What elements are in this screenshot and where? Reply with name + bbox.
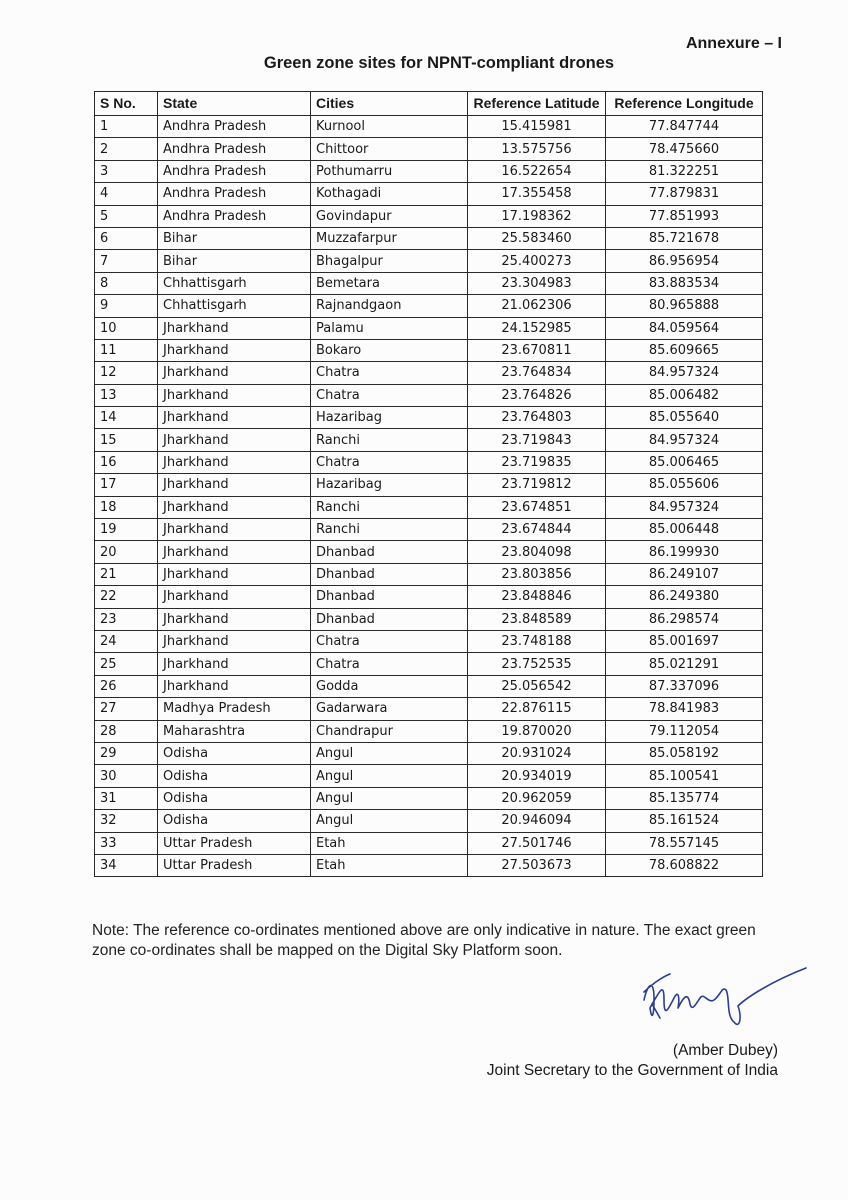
- note-text: Note: The reference co-ordinates mentioned above are only indicative in nature. The exact green zone co-ordinates shall be mapped on the Digital Sky Platform soon.: [92, 922, 756, 959]
- cell-latitude: 23.670811: [468, 339, 606, 361]
- cell-sno: 34: [95, 854, 158, 876]
- cell-state: Andhra Pradesh: [158, 205, 311, 227]
- table-row: [95, 787, 763, 809]
- cell-sno: 23: [95, 608, 158, 630]
- cell-sno: 8: [95, 272, 158, 294]
- cell-city: Gadarwara: [311, 698, 468, 720]
- cell-state: Jharkhand: [158, 608, 311, 630]
- cell-latitude: 27.501746: [468, 832, 606, 854]
- table-row: [95, 563, 763, 585]
- table-row: [95, 675, 763, 697]
- cell-sno: 30: [95, 765, 158, 787]
- cell-state: Jharkhand: [158, 541, 311, 563]
- cell-state: Uttar Pradesh: [158, 832, 311, 854]
- table-row: [95, 160, 763, 182]
- cell-latitude: 23.752535: [468, 653, 606, 675]
- cell-longitude: 85.609665: [606, 339, 763, 361]
- cell-state: Jharkhand: [158, 586, 311, 608]
- cell-state: Bihar: [158, 250, 311, 272]
- table-row: [95, 608, 763, 630]
- cell-state: Jharkhand: [158, 563, 311, 585]
- cell-city: Rajnandgaon: [311, 295, 468, 317]
- cell-longitude: 78.841983: [606, 698, 763, 720]
- cell-city: Chatra: [311, 630, 468, 652]
- cell-latitude: 25.583460: [468, 227, 606, 249]
- cell-city: Chittoor: [311, 138, 468, 160]
- cell-city: Angul: [311, 810, 468, 832]
- cell-sno: 4: [95, 183, 158, 205]
- cell-longitude: 78.608822: [606, 854, 763, 876]
- cell-state: Jharkhand: [158, 451, 311, 473]
- column-header-latitude: Reference Latitude: [468, 92, 606, 116]
- cell-longitude: 78.475660: [606, 138, 763, 160]
- cell-sno: 18: [95, 496, 158, 518]
- column-header-longitude: Reference Longitude: [606, 92, 763, 116]
- table-row: [95, 720, 763, 742]
- cell-longitude: 85.006482: [606, 384, 763, 406]
- cell-longitude: 85.006465: [606, 451, 763, 473]
- table-row: [95, 496, 763, 518]
- cell-latitude: 23.804098: [468, 541, 606, 563]
- table-row: [95, 429, 763, 451]
- cell-state: Andhra Pradesh: [158, 138, 311, 160]
- cell-sno: 31: [95, 787, 158, 809]
- cell-city: Hazaribag: [311, 474, 468, 496]
- table-row: [95, 317, 763, 339]
- cell-longitude: 86.956954: [606, 250, 763, 272]
- cell-longitude: 85.161524: [606, 810, 763, 832]
- table-row: [95, 630, 763, 652]
- cell-sno: 17: [95, 474, 158, 496]
- cell-latitude: 25.056542: [468, 675, 606, 697]
- cell-latitude: 20.946094: [468, 810, 606, 832]
- table-row: [95, 362, 763, 384]
- cell-sno: 33: [95, 832, 158, 854]
- column-header-cities: Cities: [311, 92, 468, 116]
- cell-state: Jharkhand: [158, 429, 311, 451]
- cell-sno: 10: [95, 317, 158, 339]
- cell-latitude: 19.870020: [468, 720, 606, 742]
- cell-state: Odisha: [158, 765, 311, 787]
- cell-latitude: 20.962059: [468, 787, 606, 809]
- cell-city: Bemetara: [311, 272, 468, 294]
- cell-city: Ranchi: [311, 519, 468, 541]
- cell-city: Kurnool: [311, 116, 468, 138]
- table-row: [95, 205, 763, 227]
- cell-longitude: 84.059564: [606, 317, 763, 339]
- cell-sno: 3: [95, 160, 158, 182]
- table-row: [95, 227, 763, 249]
- cell-sno: 26: [95, 675, 158, 697]
- cell-latitude: 24.152985: [468, 317, 606, 339]
- column-header-state: State: [158, 92, 311, 116]
- cell-longitude: 85.100541: [606, 765, 763, 787]
- cell-state: Andhra Pradesh: [158, 183, 311, 205]
- cell-state: Odisha: [158, 742, 311, 764]
- cell-city: Ranchi: [311, 496, 468, 518]
- cell-longitude: 84.957324: [606, 429, 763, 451]
- cell-sno: 19: [95, 519, 158, 541]
- cell-city: Bhagalpur: [311, 250, 468, 272]
- cell-longitude: 85.001697: [606, 630, 763, 652]
- cell-city: Godda: [311, 675, 468, 697]
- table-row: [95, 339, 763, 361]
- cell-latitude: 23.764826: [468, 384, 606, 406]
- cell-city: Chandrapur: [311, 720, 468, 742]
- cell-longitude: 79.112054: [606, 720, 763, 742]
- cell-latitude: 17.355458: [468, 183, 606, 205]
- cell-latitude: 23.848846: [468, 586, 606, 608]
- cell-latitude: 13.575756: [468, 138, 606, 160]
- table-row: [95, 474, 763, 496]
- cell-state: Maharashtra: [158, 720, 311, 742]
- cell-city: Dhanbad: [311, 608, 468, 630]
- cell-sno: 32: [95, 810, 158, 832]
- cell-latitude: 22.876115: [468, 698, 606, 720]
- cell-state: Jharkhand: [158, 474, 311, 496]
- cell-state: Jharkhand: [158, 519, 311, 541]
- cell-city: Kothagadi: [311, 183, 468, 205]
- cell-city: Dhanbad: [311, 586, 468, 608]
- cell-state: Chhattisgarh: [158, 295, 311, 317]
- cell-longitude: 86.249107: [606, 563, 763, 585]
- table-row: [95, 765, 763, 787]
- cell-longitude: 77.879831: [606, 183, 763, 205]
- cell-longitude: 86.199930: [606, 541, 763, 563]
- cell-longitude: 86.298574: [606, 608, 763, 630]
- cell-latitude: 20.934019: [468, 765, 606, 787]
- table-header: [95, 92, 763, 116]
- cell-city: Etah: [311, 832, 468, 854]
- table-row: [95, 541, 763, 563]
- cell-state: Jharkhand: [158, 407, 311, 429]
- cell-sno: 22: [95, 586, 158, 608]
- cell-latitude: 16.522654: [468, 160, 606, 182]
- table-row: [95, 742, 763, 764]
- cell-latitude: 23.304983: [468, 272, 606, 294]
- cell-city: Angul: [311, 787, 468, 809]
- table-row: [95, 519, 763, 541]
- cell-sno: 2: [95, 138, 158, 160]
- cell-longitude: 85.721678: [606, 227, 763, 249]
- cell-sno: 25: [95, 653, 158, 675]
- cell-latitude: 23.719835: [468, 451, 606, 473]
- cell-city: Angul: [311, 765, 468, 787]
- table-row: [95, 295, 763, 317]
- cell-latitude: 23.848589: [468, 608, 606, 630]
- cell-state: Odisha: [158, 787, 311, 809]
- green-zone-table: [94, 91, 763, 877]
- cell-sno: 13: [95, 384, 158, 406]
- table-header-row: [95, 92, 763, 116]
- cell-state: Odisha: [158, 810, 311, 832]
- signer-title: Joint Secretary to the Government of India: [486, 1062, 778, 1079]
- cell-state: Jharkhand: [158, 384, 311, 406]
- cell-city: Dhanbad: [311, 541, 468, 563]
- cell-latitude: 23.764834: [468, 362, 606, 384]
- cell-longitude: 85.055606: [606, 474, 763, 496]
- column-header-sno: S No.: [95, 92, 158, 116]
- table-row: [95, 810, 763, 832]
- table-row: [95, 407, 763, 429]
- cell-sno: 12: [95, 362, 158, 384]
- cell-longitude: 87.337096: [606, 675, 763, 697]
- table-row: [95, 250, 763, 272]
- cell-latitude: 20.931024: [468, 742, 606, 764]
- cell-city: Ranchi: [311, 429, 468, 451]
- cell-state: Jharkhand: [158, 362, 311, 384]
- cell-sno: 1: [95, 116, 158, 138]
- cell-sno: 21: [95, 563, 158, 585]
- cell-longitude: 84.957324: [606, 362, 763, 384]
- cell-city: Bokaro: [311, 339, 468, 361]
- cell-longitude: 80.965888: [606, 295, 763, 317]
- cell-state: Andhra Pradesh: [158, 160, 311, 182]
- cell-sno: 6: [95, 227, 158, 249]
- cell-state: Jharkhand: [158, 630, 311, 652]
- cell-sno: 20: [95, 541, 158, 563]
- cell-latitude: 23.674851: [468, 496, 606, 518]
- cell-longitude: 86.249380: [606, 586, 763, 608]
- cell-state: Andhra Pradesh: [158, 116, 311, 138]
- table-row: [95, 384, 763, 406]
- cell-longitude: 78.557145: [606, 832, 763, 854]
- cell-latitude: 23.719812: [468, 474, 606, 496]
- cell-city: Hazaribag: [311, 407, 468, 429]
- cell-city: Angul: [311, 742, 468, 764]
- table-row: [95, 586, 763, 608]
- cell-state: Jharkhand: [158, 339, 311, 361]
- cell-state: Chhattisgarh: [158, 272, 311, 294]
- table-body: [95, 116, 763, 877]
- cell-city: Etah: [311, 854, 468, 876]
- cell-latitude: 17.198362: [468, 205, 606, 227]
- cell-latitude: 15.415981: [468, 116, 606, 138]
- cell-city: Chatra: [311, 451, 468, 473]
- cell-state: Madhya Pradesh: [158, 698, 311, 720]
- cell-city: Chatra: [311, 362, 468, 384]
- cell-longitude: 77.851993: [606, 205, 763, 227]
- cell-longitude: 81.322251: [606, 160, 763, 182]
- cell-latitude: 23.803856: [468, 563, 606, 585]
- signer-name: (Amber Dubey): [672, 1042, 778, 1059]
- cell-sno: 14: [95, 407, 158, 429]
- cell-longitude: 85.055640: [606, 407, 763, 429]
- cell-sno: 28: [95, 720, 158, 742]
- cell-state: Jharkhand: [158, 317, 311, 339]
- cell-longitude: 85.058192: [606, 742, 763, 764]
- table-row: [95, 451, 763, 473]
- cell-state: Jharkhand: [158, 653, 311, 675]
- cell-longitude: 77.847744: [606, 116, 763, 138]
- cell-state: Bihar: [158, 227, 311, 249]
- cell-state: Uttar Pradesh: [158, 854, 311, 876]
- cell-latitude: 23.764803: [468, 407, 606, 429]
- cell-sno: 29: [95, 742, 158, 764]
- cell-city: Govindapur: [311, 205, 468, 227]
- cell-city: Chatra: [311, 653, 468, 675]
- table-row: [95, 832, 763, 854]
- cell-latitude: 27.503673: [468, 854, 606, 876]
- cell-latitude: 23.748188: [468, 630, 606, 652]
- table-row: [95, 854, 763, 876]
- cell-sno: 7: [95, 250, 158, 272]
- cell-city: Chatra: [311, 384, 468, 406]
- cell-state: Jharkhand: [158, 496, 311, 518]
- table-row: [95, 116, 763, 138]
- cell-longitude: 85.135774: [606, 787, 763, 809]
- cell-city: Pothumarru: [311, 160, 468, 182]
- cell-sno: 27: [95, 698, 158, 720]
- cell-sno: 11: [95, 339, 158, 361]
- cell-sno: 24: [95, 630, 158, 652]
- cell-sno: 5: [95, 205, 158, 227]
- cell-latitude: 25.400273: [468, 250, 606, 272]
- cell-state: Jharkhand: [158, 675, 311, 697]
- table-row: [95, 653, 763, 675]
- cell-city: Palamu: [311, 317, 468, 339]
- cell-longitude: 84.957324: [606, 496, 763, 518]
- cell-city: Muzzafarpur: [311, 227, 468, 249]
- cell-latitude: 21.062306: [468, 295, 606, 317]
- table-row: [95, 138, 763, 160]
- cell-sno: 9: [95, 295, 158, 317]
- handwritten-signature: [630, 960, 810, 1040]
- cell-sno: 15: [95, 429, 158, 451]
- cell-latitude: 23.719843: [468, 429, 606, 451]
- cell-sno: 16: [95, 451, 158, 473]
- table-row: [95, 698, 763, 720]
- annexure-label: Annexure – I: [685, 35, 782, 52]
- cell-city: Dhanbad: [311, 563, 468, 585]
- table-row: [95, 183, 763, 205]
- cell-longitude: 83.883534: [606, 272, 763, 294]
- cell-latitude: 23.674844: [468, 519, 606, 541]
- document-title: Green zone sites for NPNT-compliant drones: [263, 54, 615, 72]
- cell-longitude: 85.006448: [606, 519, 763, 541]
- table-row: [95, 272, 763, 294]
- cell-longitude: 85.021291: [606, 653, 763, 675]
